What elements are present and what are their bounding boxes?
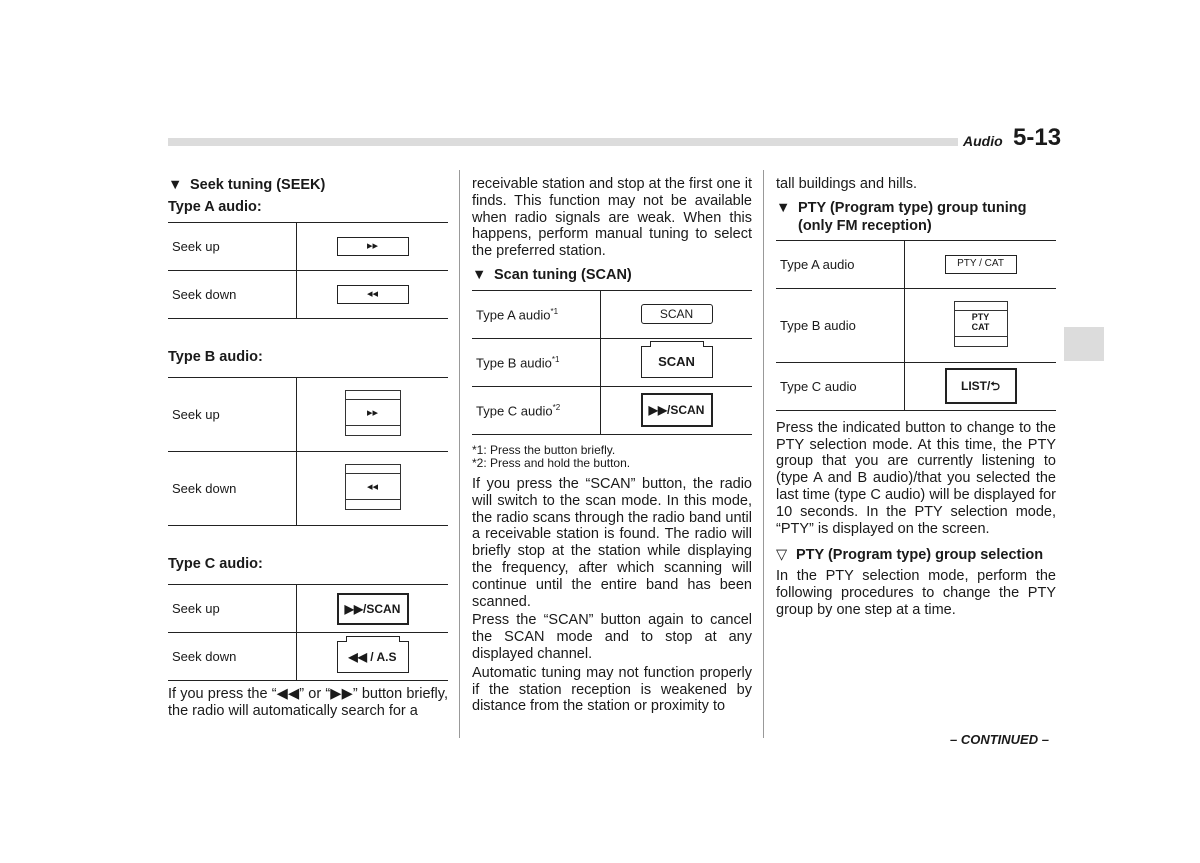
chapter-tab-marker [1064, 327, 1104, 361]
continued-label: – CONTINUED – [950, 732, 1049, 747]
paragraph: Press the “SCAN” button again to cancel the SCAN mode and to stop at any displayed channel. [472, 612, 752, 662]
table-row [168, 633, 448, 681]
pty-tuning-heading: ▼ PTY (Program type) group tuning (only FM reception) [776, 199, 1027, 234]
table-row [168, 378, 448, 452]
triangle-bullet-icon: ▼ [776, 199, 791, 216]
row-label: Seek down [168, 633, 297, 681]
row-label: Type C audio$^{*2}$ [472, 386, 601, 434]
scan-tuning-heading: ▼ Scan tuning (SCAN) [472, 266, 632, 283]
table-row [776, 240, 1056, 288]
column-divider [763, 170, 764, 738]
row-label: Type B audio [776, 288, 905, 362]
row-label: Seek up [168, 585, 297, 633]
type-b-label: Type B audio: [168, 349, 263, 365]
table-row [168, 585, 448, 633]
open-triangle-icon: ▽ [776, 547, 788, 564]
seek-down-button[interactable]: ◂◂ [345, 464, 401, 510]
paragraph: tall buildings and hills. [776, 176, 918, 192]
paragraph: receivable station and stop at the first one it finds. This function may not be available when radio signals are weak. When this happens, perform manual tuning to select the preferred station. [472, 176, 752, 260]
seek-up-scan-button[interactable]: ▶▶/SCAN [337, 593, 409, 625]
table-row [168, 223, 448, 271]
seek-forward-symbol: ▶▶ [330, 686, 353, 702]
seek-down-as-button[interactable]: ◀◀ / A.S [337, 641, 409, 673]
type-b-seek-table [168, 377, 448, 526]
type-a-seek-table [168, 222, 448, 319]
scan-hold-button[interactable]: ▶▶/SCAN [641, 393, 713, 427]
scan-table [472, 290, 752, 435]
list-return-button[interactable]: LIST/⮌ [945, 368, 1017, 404]
pty-cat-button[interactable]: PTY / CAT [945, 255, 1017, 274]
column-1 [168, 176, 448, 720]
seek-up-button[interactable]: ▸▸ [337, 237, 409, 256]
triangle-bullet-icon: ▼ [472, 266, 487, 283]
table-row [168, 271, 448, 319]
row-label: Type C audio [776, 362, 905, 410]
seek-back-symbol: ◀◀ [276, 686, 300, 702]
table-row [776, 288, 1056, 362]
table-row [472, 290, 752, 338]
footnote: *1: Press the button briefly. [472, 442, 616, 457]
type-c-label: Type C audio: [168, 556, 263, 572]
paragraph: Press the indicated button to change to the PTY selection mode. At this time, the PTY group that you are currently listening to (type A and B audio)/that you selected the last time (type C audio) will be displayed for 10 seconds. In the PTY selection mode, “PTY” is displayed on the screen. [776, 419, 1056, 537]
column-2 [472, 176, 752, 715]
paragraph: Automatic tuning may not function properly if the station reception is weakened by distance from the station or proximity to [472, 664, 752, 715]
column-divider [459, 170, 460, 738]
column-3 [776, 176, 1056, 619]
row-label: Seek down [168, 452, 297, 526]
row-label: Type B audio$^{*1}$ [472, 338, 601, 386]
paragraph: If you press the “SCAN” button, the radio will switch to the scan mode. In this mode, the radio scans through the radio band until a receivable station is found. The radio will briefly stop at the station while displaying the frequency, after which scanning will continue until the entire band has been scanned. [472, 475, 752, 610]
row-label: Type A audio [776, 240, 905, 288]
row-label: Seek up [168, 378, 297, 452]
scan-button[interactable]: SCAN [641, 304, 713, 324]
type-c-seek-table [168, 584, 448, 681]
table-row [776, 362, 1056, 410]
row-label: Seek up [168, 223, 297, 271]
type-a-label: Type A audio: [168, 199, 262, 215]
pty-selection-subheading: ▽ PTY (Program type) group selection [776, 547, 1044, 564]
row-label: Type A audio$^{*1}$ [472, 290, 601, 338]
header-rule [168, 138, 958, 146]
paragraph: In the PTY selection mode, perform the following procedures to change the PTY group by one step at a time. [776, 568, 1056, 618]
seek-down-button[interactable]: ◂◂ [337, 285, 409, 304]
footnote: *2: Press and hold the button. [472, 456, 631, 471]
pty-cat-button[interactable]: PTY CAT [954, 301, 1008, 347]
section-label: Audio [963, 133, 1003, 149]
page-number: 5-13 [1013, 124, 1062, 151]
scan-button[interactable]: SCAN [641, 346, 713, 378]
row-label: Seek down [168, 271, 297, 319]
triangle-bullet-icon: ▼ [168, 177, 183, 193]
seek-up-button[interactable]: ▸▸ [345, 390, 401, 436]
table-row [168, 452, 448, 526]
seek-tuning-heading: ▼ Seek tuning (SEEK) [168, 177, 326, 193]
seek-description: If you press the “◀◀” or “▶▶” button briefly, the radio will automatically search for a [168, 686, 448, 719]
table-row [472, 386, 752, 434]
pty-table [776, 240, 1056, 411]
table-row [472, 338, 752, 386]
